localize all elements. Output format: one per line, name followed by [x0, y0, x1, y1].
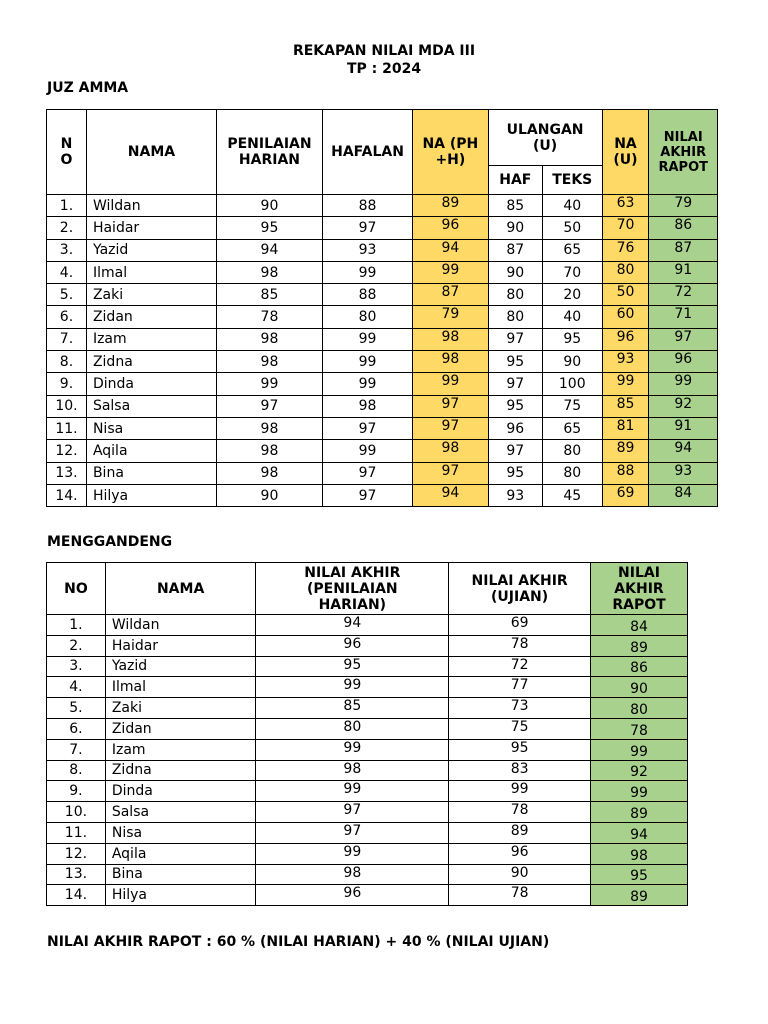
cell-hafalan: 88 — [322, 195, 412, 217]
cell-nilai-akhir-rapot: 92 — [649, 395, 718, 417]
cell-nilai-akhir-rapot: 95 — [590, 864, 687, 885]
table-row — [47, 328, 718, 350]
cell-nilai-akhir-rapot: 91 — [649, 261, 718, 283]
cell-nilai-akhir-harian: 96 — [256, 635, 449, 656]
cell-no: 5. — [47, 284, 87, 306]
cell-hafalan: 99 — [322, 328, 412, 350]
cell-nilai-akhir-ujian: 95 — [449, 739, 591, 760]
cell-na-ph-h: 99 — [413, 373, 488, 395]
cell-teks: 90 — [542, 351, 602, 373]
cell-teks: 100 — [542, 373, 602, 395]
cell-hafalan: 97 — [322, 217, 412, 239]
table-row — [47, 885, 688, 906]
cell-nilai-akhir-ujian: 75 — [449, 718, 591, 739]
cell-nilai-akhir-harian: 97 — [256, 802, 449, 823]
cell-na-u: 93 — [602, 351, 649, 373]
page-subtitle: TP : 2024 — [346, 61, 422, 77]
table-row — [47, 718, 688, 739]
cell-nilai-akhir-harian: 98 — [256, 760, 449, 781]
cell-nilai-akhir-rapot: 99 — [590, 739, 687, 760]
cell-na-ph-h: 98 — [413, 440, 488, 462]
cell-teks: 50 — [542, 217, 602, 239]
cell-na-ph-h: 94 — [413, 239, 488, 261]
table-row — [47, 635, 688, 656]
cell-haf: 80 — [488, 306, 542, 328]
table-row — [47, 373, 718, 395]
table-row — [47, 261, 718, 283]
table-row — [47, 615, 688, 636]
cell-no: 14. — [47, 484, 87, 506]
cell-na-ph-h: 89 — [413, 195, 488, 217]
cell-no: 3. — [47, 239, 87, 261]
cell-no: 10. — [47, 802, 106, 823]
header-penilaian-harian: PENILAIAN HARIAN — [216, 110, 322, 195]
header-nama: NAMA — [86, 110, 216, 195]
cell-nilai-akhir-ujian: 78 — [449, 635, 591, 656]
cell-nama: Dinda — [86, 373, 216, 395]
cell-na-ph-h: 79 — [413, 306, 488, 328]
cell-nilai-akhir-harian: 97 — [256, 822, 449, 843]
cell-nama: Dinda — [105, 781, 256, 802]
table-row — [47, 656, 688, 677]
cell-nama: Aqila — [105, 843, 256, 864]
cell-haf: 97 — [488, 328, 542, 350]
cell-penilaian-harian: 94 — [216, 239, 322, 261]
cell-teks: 80 — [542, 440, 602, 462]
cell-no: 13. — [47, 462, 87, 484]
cell-teks: 65 — [542, 239, 602, 261]
cell-nama: Ilmal — [105, 677, 256, 698]
cell-nilai-akhir-rapot: 84 — [590, 615, 687, 636]
cell-hafalan: 97 — [322, 484, 412, 506]
cell-nilai-akhir-harian: 98 — [256, 864, 449, 885]
table-row — [47, 462, 718, 484]
cell-nilai-akhir-ujian: 89 — [449, 822, 591, 843]
cell-no: 6. — [47, 718, 106, 739]
cell-nilai-akhir-rapot: 94 — [590, 822, 687, 843]
cell-nilai-akhir-rapot: 84 — [649, 484, 718, 506]
cell-no: 4. — [47, 677, 106, 698]
cell-nilai-akhir-ujian: 78 — [449, 885, 591, 906]
cell-nilai-akhir-harian: 99 — [256, 739, 449, 760]
cell-haf: 95 — [488, 462, 542, 484]
cell-nama: Haidar — [86, 217, 216, 239]
cell-nilai-akhir-rapot: 80 — [590, 698, 687, 719]
header-nilai-akhir-rapot: NILAI AKHIR RAPOT — [590, 563, 687, 615]
cell-teks: 95 — [542, 328, 602, 350]
cell-no: 2. — [47, 635, 106, 656]
table-row — [47, 239, 718, 261]
cell-nama: Salsa — [86, 395, 216, 417]
cell-no: 3. — [47, 656, 106, 677]
cell-hafalan: 88 — [322, 284, 412, 306]
cell-nama: Zaki — [86, 284, 216, 306]
cell-na-u: 85 — [602, 395, 649, 417]
cell-haf: 95 — [488, 351, 542, 373]
cell-haf: 97 — [488, 373, 542, 395]
cell-no: 6. — [47, 306, 87, 328]
cell-penilaian-harian: 98 — [216, 328, 322, 350]
cell-nama: Aqila — [86, 440, 216, 462]
cell-no: 7. — [47, 328, 87, 350]
cell-na-u: 69 — [602, 484, 649, 506]
cell-nama: Izam — [105, 739, 256, 760]
table-row — [47, 822, 688, 843]
cell-no: 10. — [47, 395, 87, 417]
cell-na-u: 50 — [602, 284, 649, 306]
cell-nama: Haidar — [105, 635, 256, 656]
cell-na-ph-h: 99 — [413, 261, 488, 283]
cell-nilai-akhir-rapot: 91 — [649, 417, 718, 439]
table-row — [47, 395, 718, 417]
cell-nama: Nisa — [105, 822, 256, 843]
cell-hafalan: 97 — [322, 462, 412, 484]
cell-nilai-akhir-harian: 99 — [256, 781, 449, 802]
header-no: NO — [47, 110, 87, 195]
cell-penilaian-harian: 98 — [216, 351, 322, 373]
cell-na-u: 81 — [602, 417, 649, 439]
cell-penilaian-harian: 78 — [216, 306, 322, 328]
cell-nilai-akhir-rapot: 71 — [649, 306, 718, 328]
cell-haf: 93 — [488, 484, 542, 506]
cell-nilai-akhir-rapot: 98 — [590, 843, 687, 864]
cell-hafalan: 97 — [322, 417, 412, 439]
formula-note: NILAI AKHIR RAPOT : 60 % (NILAI HARIAN) + 40 % (NILAI UJIAN) — [47, 934, 550, 950]
cell-na-u: 76 — [602, 239, 649, 261]
cell-nilai-akhir-harian: 85 — [256, 698, 449, 719]
cell-hafalan: 99 — [322, 373, 412, 395]
cell-na-ph-h: 97 — [413, 462, 488, 484]
cell-haf: 80 — [488, 284, 542, 306]
table-row — [47, 417, 718, 439]
table-row — [47, 864, 688, 885]
cell-nama: Bina — [105, 864, 256, 885]
cell-nilai-akhir-rapot: 93 — [649, 462, 718, 484]
cell-nilai-akhir-rapot: 99 — [649, 373, 718, 395]
cell-teks: 40 — [542, 306, 602, 328]
page-title: REKAPAN NILAI MDA III — [292, 43, 476, 59]
header-nilai-akhir-harian: NILAI AKHIR (PENILAIAN HARIAN) — [256, 563, 449, 615]
header-na-u: NA (U) — [602, 110, 649, 195]
cell-nama: Yazid — [86, 239, 216, 261]
cell-nilai-akhir-rapot: 92 — [590, 760, 687, 781]
cell-hafalan: 98 — [322, 395, 412, 417]
cell-hafalan: 93 — [322, 239, 412, 261]
juz-amma-label: JUZ AMMA — [47, 80, 129, 96]
cell-teks: 20 — [542, 284, 602, 306]
cell-nilai-akhir-harian: 80 — [256, 718, 449, 739]
cell-haf: 87 — [488, 239, 542, 261]
table-row — [47, 677, 688, 698]
table-row — [47, 698, 688, 719]
cell-na-ph-h: 87 — [413, 284, 488, 306]
cell-nilai-akhir-ujian: 83 — [449, 760, 591, 781]
cell-no: 11. — [47, 822, 106, 843]
cell-nama: Hilya — [86, 484, 216, 506]
cell-penilaian-harian: 99 — [216, 373, 322, 395]
cell-nama: Hilya — [105, 885, 256, 906]
header-teks: TEKS — [542, 166, 602, 195]
cell-nilai-akhir-rapot: 89 — [590, 802, 687, 823]
header-nilai-akhir-rapot: NILAI AKHIR RAPOT — [649, 110, 718, 195]
cell-na-u: 88 — [602, 462, 649, 484]
cell-nama: Wildan — [86, 195, 216, 217]
cell-nilai-akhir-harian: 96 — [256, 885, 449, 906]
cell-na-ph-h: 98 — [413, 351, 488, 373]
table-row — [47, 284, 718, 306]
cell-nilai-akhir-ujian: 90 — [449, 864, 591, 885]
cell-no: 8. — [47, 351, 87, 373]
cell-nilai-akhir-harian: 94 — [256, 615, 449, 636]
cell-na-u: 96 — [602, 328, 649, 350]
table-row — [47, 802, 688, 823]
cell-na-u: 99 — [602, 373, 649, 395]
cell-nama: Zidan — [86, 306, 216, 328]
cell-hafalan: 99 — [322, 261, 412, 283]
cell-haf: 95 — [488, 395, 542, 417]
cell-nama: Yazid — [105, 656, 256, 677]
cell-na-u: 63 — [602, 195, 649, 217]
header-ulangan: ULANGAN (U) — [488, 110, 602, 166]
cell-nilai-akhir-rapot: 96 — [649, 351, 718, 373]
cell-no: 7. — [47, 739, 106, 760]
cell-nilai-akhir-ujian: 77 — [449, 677, 591, 698]
juz-amma-table — [46, 109, 718, 507]
cell-teks: 75 — [542, 395, 602, 417]
cell-haf: 90 — [488, 261, 542, 283]
cell-na-ph-h: 94 — [413, 484, 488, 506]
cell-hafalan: 99 — [322, 440, 412, 462]
header-haf: HAF — [488, 166, 542, 195]
cell-hafalan: 80 — [322, 306, 412, 328]
table-row — [47, 217, 718, 239]
cell-no: 8. — [47, 760, 106, 781]
cell-penilaian-harian: 98 — [216, 440, 322, 462]
cell-no: 9. — [47, 781, 106, 802]
cell-na-u: 70 — [602, 217, 649, 239]
cell-teks: 45 — [542, 484, 602, 506]
table-row — [47, 351, 718, 373]
header-nama: NAMA — [105, 563, 256, 615]
cell-nilai-akhir-ujian: 99 — [449, 781, 591, 802]
cell-na-u: 89 — [602, 440, 649, 462]
cell-haf: 90 — [488, 217, 542, 239]
cell-nilai-akhir-rapot: 89 — [590, 635, 687, 656]
table-row — [47, 739, 688, 760]
cell-na-ph-h: 96 — [413, 217, 488, 239]
cell-na-ph-h: 97 — [413, 417, 488, 439]
cell-penilaian-harian: 95 — [216, 217, 322, 239]
cell-na-ph-h: 98 — [413, 328, 488, 350]
cell-penilaian-harian: 97 — [216, 395, 322, 417]
cell-nilai-akhir-ujian: 78 — [449, 802, 591, 823]
cell-no: 14. — [47, 885, 106, 906]
cell-nilai-akhir-rapot: 87 — [649, 239, 718, 261]
header-nilai-akhir-ujian: NILAI AKHIR (UJIAN) — [449, 563, 591, 615]
cell-haf: 97 — [488, 440, 542, 462]
cell-no: 9. — [47, 373, 87, 395]
cell-na-u: 80 — [602, 261, 649, 283]
cell-nilai-akhir-rapot: 89 — [590, 885, 687, 906]
cell-penilaian-harian: 98 — [216, 261, 322, 283]
cell-nilai-akhir-rapot: 86 — [590, 656, 687, 677]
cell-no: 1. — [47, 615, 106, 636]
cell-nilai-akhir-ujian: 96 — [449, 843, 591, 864]
cell-haf: 85 — [488, 195, 542, 217]
cell-teks: 40 — [542, 195, 602, 217]
cell-nama: Zidna — [105, 760, 256, 781]
cell-nilai-akhir-harian: 95 — [256, 656, 449, 677]
table-row — [47, 440, 718, 462]
cell-no: 1. — [47, 195, 87, 217]
cell-penilaian-harian: 85 — [216, 284, 322, 306]
cell-no: 12. — [47, 440, 87, 462]
cell-na-u: 60 — [602, 306, 649, 328]
cell-nilai-akhir-ujian: 73 — [449, 698, 591, 719]
cell-no: 12. — [47, 843, 106, 864]
cell-nilai-akhir-rapot: 79 — [649, 195, 718, 217]
cell-nama: Wildan — [105, 615, 256, 636]
cell-nama: Salsa — [105, 802, 256, 823]
table-row — [47, 195, 718, 217]
cell-hafalan: 99 — [322, 351, 412, 373]
table-row — [47, 781, 688, 802]
header-no: NO — [47, 563, 106, 615]
header-na-ph-h: NA (PH+H) — [413, 110, 488, 195]
cell-nilai-akhir-ujian: 69 — [449, 615, 591, 636]
cell-nilai-akhir-rapot: 97 — [649, 328, 718, 350]
cell-nilai-akhir-rapot: 78 — [590, 718, 687, 739]
cell-no: 13. — [47, 864, 106, 885]
cell-nama: Zidan — [105, 718, 256, 739]
cell-nilai-akhir-harian: 99 — [256, 677, 449, 698]
cell-nilai-akhir-rapot: 94 — [649, 440, 718, 462]
cell-penilaian-harian: 98 — [216, 417, 322, 439]
cell-na-ph-h: 97 — [413, 395, 488, 417]
cell-nama: Bina — [86, 462, 216, 484]
header-hafalan: HAFALAN — [322, 110, 412, 195]
cell-penilaian-harian: 90 — [216, 484, 322, 506]
cell-nilai-akhir-harian: 99 — [256, 843, 449, 864]
cell-no: 5. — [47, 698, 106, 719]
cell-nilai-akhir-rapot: 90 — [590, 677, 687, 698]
cell-nilai-akhir-ujian: 72 — [449, 656, 591, 677]
table-row — [47, 306, 718, 328]
cell-nilai-akhir-rapot: 72 — [649, 284, 718, 306]
cell-nama: Ilmal — [86, 261, 216, 283]
cell-nama: Nisa — [86, 417, 216, 439]
cell-no: 2. — [47, 217, 87, 239]
cell-nama: Zidna — [86, 351, 216, 373]
cell-haf: 96 — [488, 417, 542, 439]
table-row — [47, 760, 688, 781]
table-row — [47, 843, 688, 864]
menggandeng-label: MENGGANDENG — [47, 534, 173, 550]
cell-nilai-akhir-rapot: 86 — [649, 217, 718, 239]
cell-nama: Zaki — [105, 698, 256, 719]
cell-nilai-akhir-rapot: 99 — [590, 781, 687, 802]
cell-teks: 65 — [542, 417, 602, 439]
cell-nama: Izam — [86, 328, 216, 350]
table-row — [47, 484, 718, 506]
cell-no: 4. — [47, 261, 87, 283]
cell-penilaian-harian: 98 — [216, 462, 322, 484]
menggandeng-table — [46, 562, 688, 906]
cell-teks: 80 — [542, 462, 602, 484]
cell-teks: 70 — [542, 261, 602, 283]
cell-no: 11. — [47, 417, 87, 439]
cell-penilaian-harian: 90 — [216, 195, 322, 217]
